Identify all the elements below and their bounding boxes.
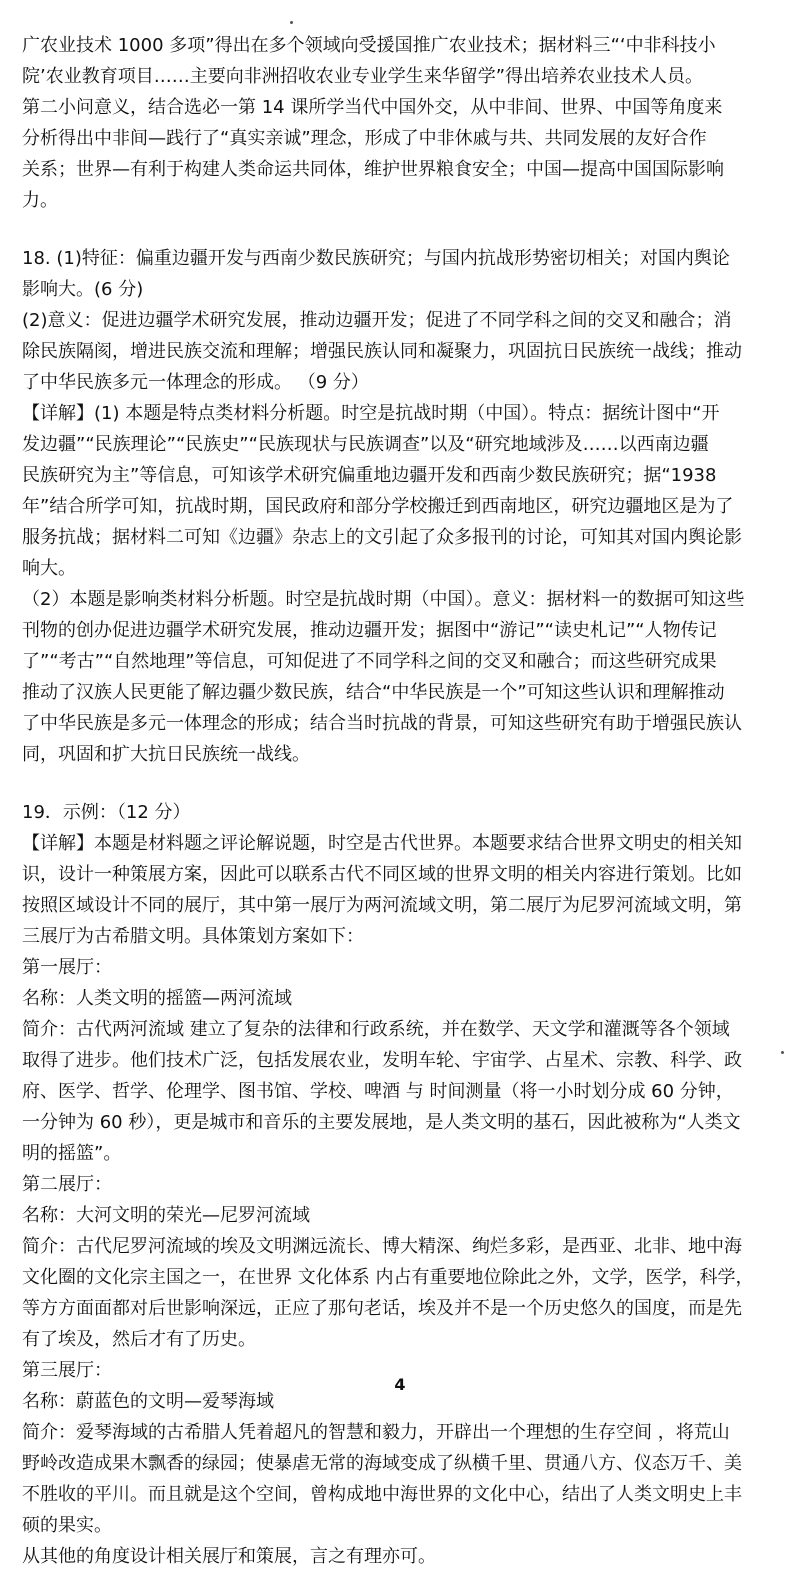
text-line: 民族研究为主”等信息，可知该学术研究偏重地边疆开发和西南少数民族研究；据“1938 — [22, 465, 717, 486]
text-line: 广农业技术 1000 多项”得出在多个领域向受援国推广农业技术；据材料三“‘中非科技小 — [22, 35, 716, 56]
text-line: 刊物的创办促进边疆学术研究发展，推动边疆开发；据图中“游记”“读史札记”“人物传记 — [22, 620, 717, 641]
page-number: 4 — [394, 1375, 406, 1394]
text-line: 影响大。(6 分) — [22, 279, 144, 300]
text-line: 名称：蔚蓝色的文明—爱琴海域 — [22, 1391, 274, 1412]
answer-block-q17-cont — [22, 30, 776, 216]
text-line: 院’农业教育项目……主要向非洲招收农业专业学生来华留学”得出培养农业技术人员。 — [22, 66, 704, 87]
text-line: 府、医学、哲学、伦理学、图书馆、学校、啤酒 与 时间测量（将一小时划分成 60 分钟， — [22, 1081, 734, 1102]
text-line: 按照区域设计不同的展厅，其中第一展厅为两河流域文明，第二展厅为尼罗河流域文明，第 — [22, 895, 742, 916]
text-line: 了”“考古”“自然地理”等信息，可知促进了不同学科之间的交叉和融合；而这些研究成果 — [22, 651, 717, 672]
text-line: 了中华民族多元一体理念的形成。 （9 分） — [22, 372, 369, 393]
text-line: 第二小问意义，结合选必一第 14 课所学当代中国外交，从中非间、世界、中国等角度来 — [22, 97, 723, 118]
text-line: 响大。 — [22, 558, 76, 579]
text-line: 推动了汉族人民更能了解边疆少数民族，结合“中华民族是一个”可知这些认识和理解推动 — [22, 682, 725, 703]
text-line: 文化圈的文化宗主国之一，在世界 文化体系 内占有重要地位除此之外，文学，医学，科学， — [22, 1267, 754, 1288]
text-line: 硕的果实。 — [22, 1515, 112, 1536]
answer-block-q18 — [22, 243, 776, 770]
text-line: 明的摇篮”。 — [22, 1143, 122, 1164]
text-line: 名称：大河文明的荣光—尼罗河流域 — [22, 1205, 310, 1226]
text-line: 从其他的角度设计相关展厅和策展，言之有理亦可。 — [22, 1546, 436, 1567]
block-gap — [22, 216, 776, 243]
text-line: 取得了进步。他们技术广泛，包括发展农业，发明车轮、宇宙学、占星术、宗教、科学、政 — [22, 1050, 742, 1071]
text-line: 除民族隔阂，增进民族交流和理解；增强民族认同和凝聚力，巩固抗日民族统一战线；推动 — [22, 341, 742, 362]
text-line: 三展厅为古希腊文明。具体策划方案如下： — [22, 926, 364, 947]
text-line: (2)意义：促进边疆学术研究发展，推动边疆开发；促进了不同学科之间的交叉和融合；消 — [22, 310, 732, 331]
text-line: 【详解】(1) 本题是特点类材料分析题。时空是抗战时期（中国）。特点：据统计图中“开 — [22, 403, 720, 424]
text-line: 一分钟为 60 秒），更是城市和音乐的主要发展地，是人类文明的基石，因此被称为“人类文 — [22, 1112, 741, 1133]
text-line: 等方方面面都对后世影响深远，正应了那句老话，埃及并不是一个历史悠久的国度，而是先 — [22, 1298, 742, 1319]
text-line: 简介：爱琴海域的古希腊人凭着超凡的智慧和毅力，开辟出一个理想的生存空间 ，将荒山 — [22, 1422, 730, 1443]
text-line: 服务抗战；据材料二可知《边疆》杂志上的文引起了众多报刊的讨论，可知其对国内舆论影 — [22, 527, 742, 548]
text-line: 19．示例：（12 分） — [22, 802, 191, 823]
scan-speck — [290, 21, 293, 24]
text-line: 简介：古代两河流域 建立了复杂的法律和行政系统，并在数学、天文学和灌溉等各个领域 — [22, 1019, 730, 1040]
text-line: 简介：古代尼罗河流域的埃及文明渊远流长、博大精深、绚烂多彩，是西亚、北非、地中海 — [22, 1236, 742, 1257]
answer-block-q19 — [22, 797, 776, 1572]
text-line: 关系；世界—有利于构建人类命运共同体，维护世界粮食安全；中国—提高中国国际影响 — [22, 159, 724, 180]
text-line: 第一展厅： — [22, 957, 112, 978]
text-line: 力。 — [22, 190, 58, 211]
scan-speck — [781, 1051, 784, 1054]
text-line: 不胜收的平川。而且就是这个空间，曾构成地中海世界的文化中心，结出了人类文明史上丰 — [22, 1484, 742, 1505]
text-line: 同，巩固和扩大抗日民族统一战线。 — [22, 744, 310, 765]
text-line: 有了埃及，然后才有了历史。 — [22, 1329, 256, 1350]
text-line: （2）本题是影响类材料分析题。时空是抗战时期（中国）。意义：据材料一的数据可知这些 — [22, 589, 745, 610]
text-line: 分析得出中非间—践行了“真实亲诚”理念，形成了中非休戚与共、共同发展的友好合作 — [22, 128, 707, 149]
text-line: 第二展厅： — [22, 1174, 112, 1195]
text-line: 【详解】本题是材料题之评论解说题，时空是古代世界。本题要求结合世界文明史的相关知 — [22, 833, 742, 854]
block-gap — [22, 770, 776, 797]
text-line: 识，设计一种策展方案，因此可以联系古代不同区域的世界文明的相关内容进行策划。比如 — [22, 864, 742, 885]
text-line: 野岭改造成果木飘香的绿园；使暴虐无常的海域变成了纵横千里、贯通八方、仪态万千、美 — [22, 1453, 742, 1474]
document-body — [22, 30, 776, 1572]
text-line: 第三展厅： — [22, 1360, 112, 1381]
text-line: 年”结合所学可知，抗战时期，国民政府和部分学校搬迁到西南地区，研究边疆地区是为了 — [22, 496, 734, 517]
text-line: 发边疆”“民族理论”“民族史”“民族现状与民族调查”以及“研究地域涉及……以西南边疆 — [22, 434, 709, 455]
text-line: 了中华民族是多元一体理念的形成；结合当时抗战的背景，可知这些研究有助于增强民族认 — [22, 713, 742, 734]
text-line: 18. (1)特征：偏重边疆开发与西南少数民族研究；与国内抗战形势密切相关；对国内舆论 — [22, 248, 730, 269]
text-line: 名称：人类文明的摇篮—两河流域 — [22, 988, 292, 1009]
